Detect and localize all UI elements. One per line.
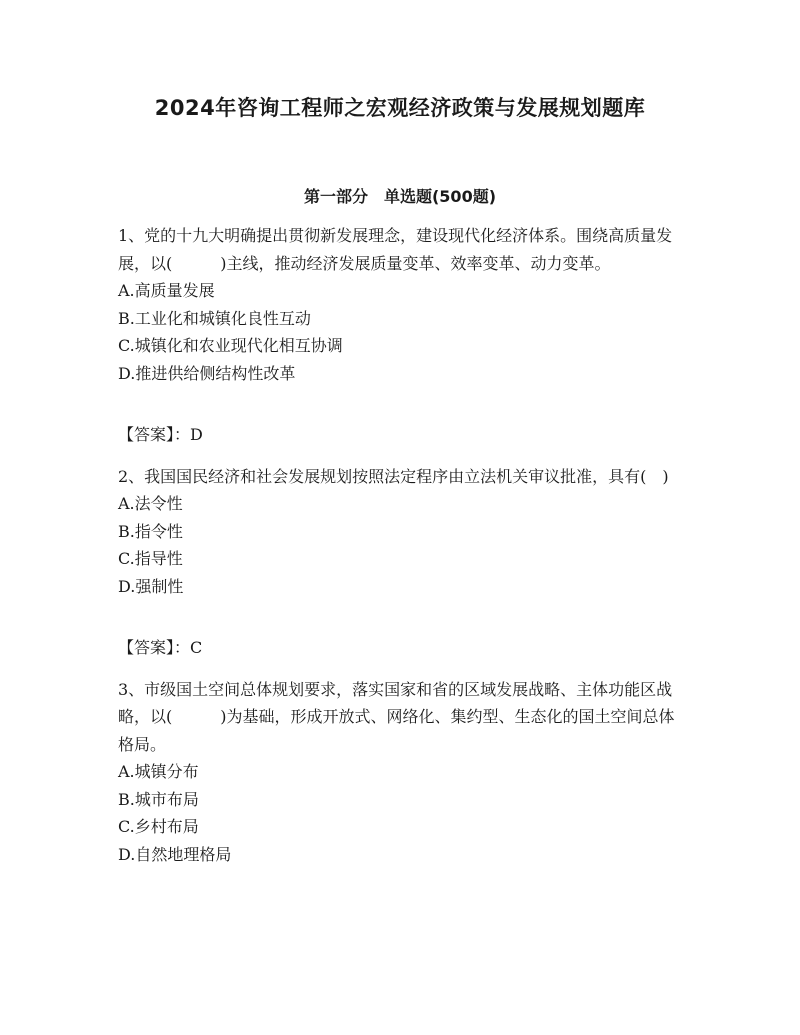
question-3 [118, 676, 686, 869]
option-d: D.强制性 [118, 576, 184, 596]
option-a: A.城镇分布 [118, 762, 199, 781]
question-stem: 1、党的十九大明确提出贯彻新发展理念，建设现代化经济体系。围绕高质量发展，以( )主线，推动经济发展质量变革、效率变革、动力变革。 [118, 226, 673, 273]
option-d: D.推进供给侧结构性改革 [118, 363, 296, 383]
option-b: B.工业化和城镇化良性互动 [118, 308, 311, 328]
question-stem: 3、市级国土空间总体规划要求，落实国家和省的区域发展战略、主体功能区战略，以( )为基础，形成开放式、网络化、集约型、生态化的国土空间总体格局。 [118, 679, 675, 754]
question-2 [118, 463, 686, 662]
option-a: A.高质量发展 [118, 281, 215, 300]
answer-line [118, 421, 686, 449]
answer-label: 【答案】： [118, 425, 191, 444]
option-c: C.城镇化和农业现代化相互协调 [118, 336, 343, 355]
option-b: B.城市布局 [118, 789, 199, 809]
option-d: D.自然地理格局 [118, 844, 232, 864]
option-a: A.法令性 [118, 494, 183, 513]
answer-value: D [190, 425, 203, 444]
question-stem: 2、我国国民经济和社会发展规划按照法定程序由立法机关审议批准，具有( ) [118, 466, 669, 486]
answer-line [118, 634, 686, 662]
document-title: 2024年咨询工程师之宏观经济政策与发展规划题库 [154, 96, 646, 120]
section-title: 第一部分 单选题(500题) [303, 187, 497, 206]
question-list [118, 222, 686, 868]
option-c: C.指导性 [118, 549, 183, 568]
option-c: C.乡村布局 [118, 817, 199, 836]
answer-label: 【答案】： [118, 638, 191, 657]
answer-value: C [190, 638, 203, 657]
question-1 [118, 222, 686, 449]
option-b: B.指令性 [118, 521, 183, 541]
